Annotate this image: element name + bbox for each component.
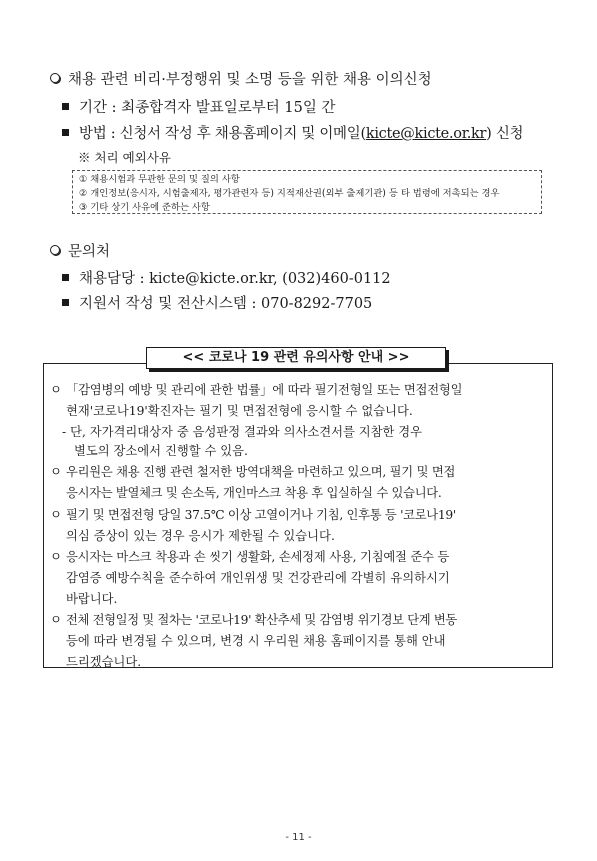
covid-notice-title-wrap: [146, 347, 450, 372]
covid-notice-title: << 코로나 19 관련 유의사항 안내 >>: [146, 347, 446, 369]
notice-bullet-icon: ㅇ: [50, 550, 62, 564]
square-bullet-icon: [62, 299, 69, 306]
notice-line: 응시자는 마스크 착용과 손 씻기 생활화, 손세정제 사용, 기침예절 준수 등: [66, 550, 450, 564]
notice-line: 바랍니다.: [66, 592, 118, 606]
ring-bullet-icon: [50, 73, 60, 83]
recruit-contact-line: [62, 267, 391, 288]
contact-heading-text: 문의처: [68, 244, 111, 260]
method-prefix: 방법 : 신청서 작성 후 채용홈페이지 및 이메일(: [79, 126, 366, 142]
ring-bullet-icon: [50, 245, 60, 255]
page-number: - 11 -: [285, 832, 312, 843]
notice-line: 필기 및 면접전형 당일 37.5℃ 이상 고열이거나 기침, 인후통 등 '코로나19': [66, 508, 457, 522]
square-bullet-icon: [62, 129, 69, 136]
notice-line: 전체 전형일정 및 절차는 '코로나19' 확산추세 및 감염병 위기경보 단계 변동: [66, 613, 457, 627]
system-contact-line: [62, 292, 372, 313]
method-line: [62, 122, 523, 143]
period-text: 기간 : 최종합격자 발표일로부터 15일 간: [79, 100, 336, 116]
notice-bullet-icon: ㅇ: [50, 465, 62, 479]
objection-email-link[interactable]: kicte@kicte.or.kr: [365, 126, 487, 142]
notice-line: 우리원은 채용 진행 관련 철저한 방역대책을 마련하고 있으며, 필기 및 면접: [66, 465, 456, 479]
method-suffix: ) 신청: [486, 126, 524, 142]
notice-bullet-icon: ㅇ: [50, 613, 62, 627]
notice-bullet-icon: ㅇ: [50, 383, 62, 397]
section-heading-objection: [50, 68, 432, 89]
notice-line: 의심 증상이 있는 경우 응시가 제한될 수 있습니다.: [66, 529, 335, 543]
exception-item: ① 채용시험과 무관한 문의 및 질의 사항: [79, 174, 240, 185]
square-bullet-icon: [62, 103, 69, 110]
system-contact-text: 지원서 작성 및 전산시스템 : 070-8292-7705: [79, 296, 373, 312]
notice-line: - 단, 자가격리대상자 중 음성판정 결과와 의사소견서를 지참한 경우: [62, 425, 423, 439]
exception-box: [72, 170, 542, 214]
exception-label: ※ 처리 예외사유: [78, 150, 171, 165]
period-line: [62, 96, 336, 117]
section-heading-contact: [50, 240, 110, 261]
notice-line: 감염증 예방수칙을 준수하여 개인위생 및 건강관리에 각별히 유의하시기: [66, 571, 450, 585]
objection-heading-text: 채용 관련 비리·부정행위 및 소명 등을 위한 채용 이의신청: [68, 72, 432, 88]
exception-item: ② 개인정보(응시자, 시험출제자, 평가관련자 등) 지적재산권(외부 출제기관) 등 타 법령에 저촉되는 경우: [79, 188, 500, 199]
notice-line: 「감염병의 예방 및 관리에 관한 법률」에 따라 필기전형일 또는 면접전형일: [66, 383, 463, 397]
recruit-contact-text: 채용담당 : kicte@kicte.or.kr, (032)460-0112: [79, 271, 391, 287]
notice-line: 응시자는 발열체크 및 손소독, 개인마스크 착용 후 입실하실 수 있습니다.: [66, 486, 442, 500]
notice-line: 드리겠습니다.: [66, 655, 142, 669]
notice-bullet-icon: ㅇ: [50, 508, 62, 522]
exception-item: ③ 기타 상기 사유에 준하는 사항: [79, 202, 210, 213]
notice-line: 등에 따라 변경될 수 있으며, 변경 시 우리원 채용 홈페이지를 통해 안내: [66, 634, 446, 648]
notice-line: 현재'코로나19'확진자는 필기 및 면접전형에 응시할 수 없습니다.: [66, 404, 413, 418]
square-bullet-icon: [62, 274, 69, 281]
notice-line: 별도의 장소에서 진행할 수 있음.: [74, 444, 248, 458]
